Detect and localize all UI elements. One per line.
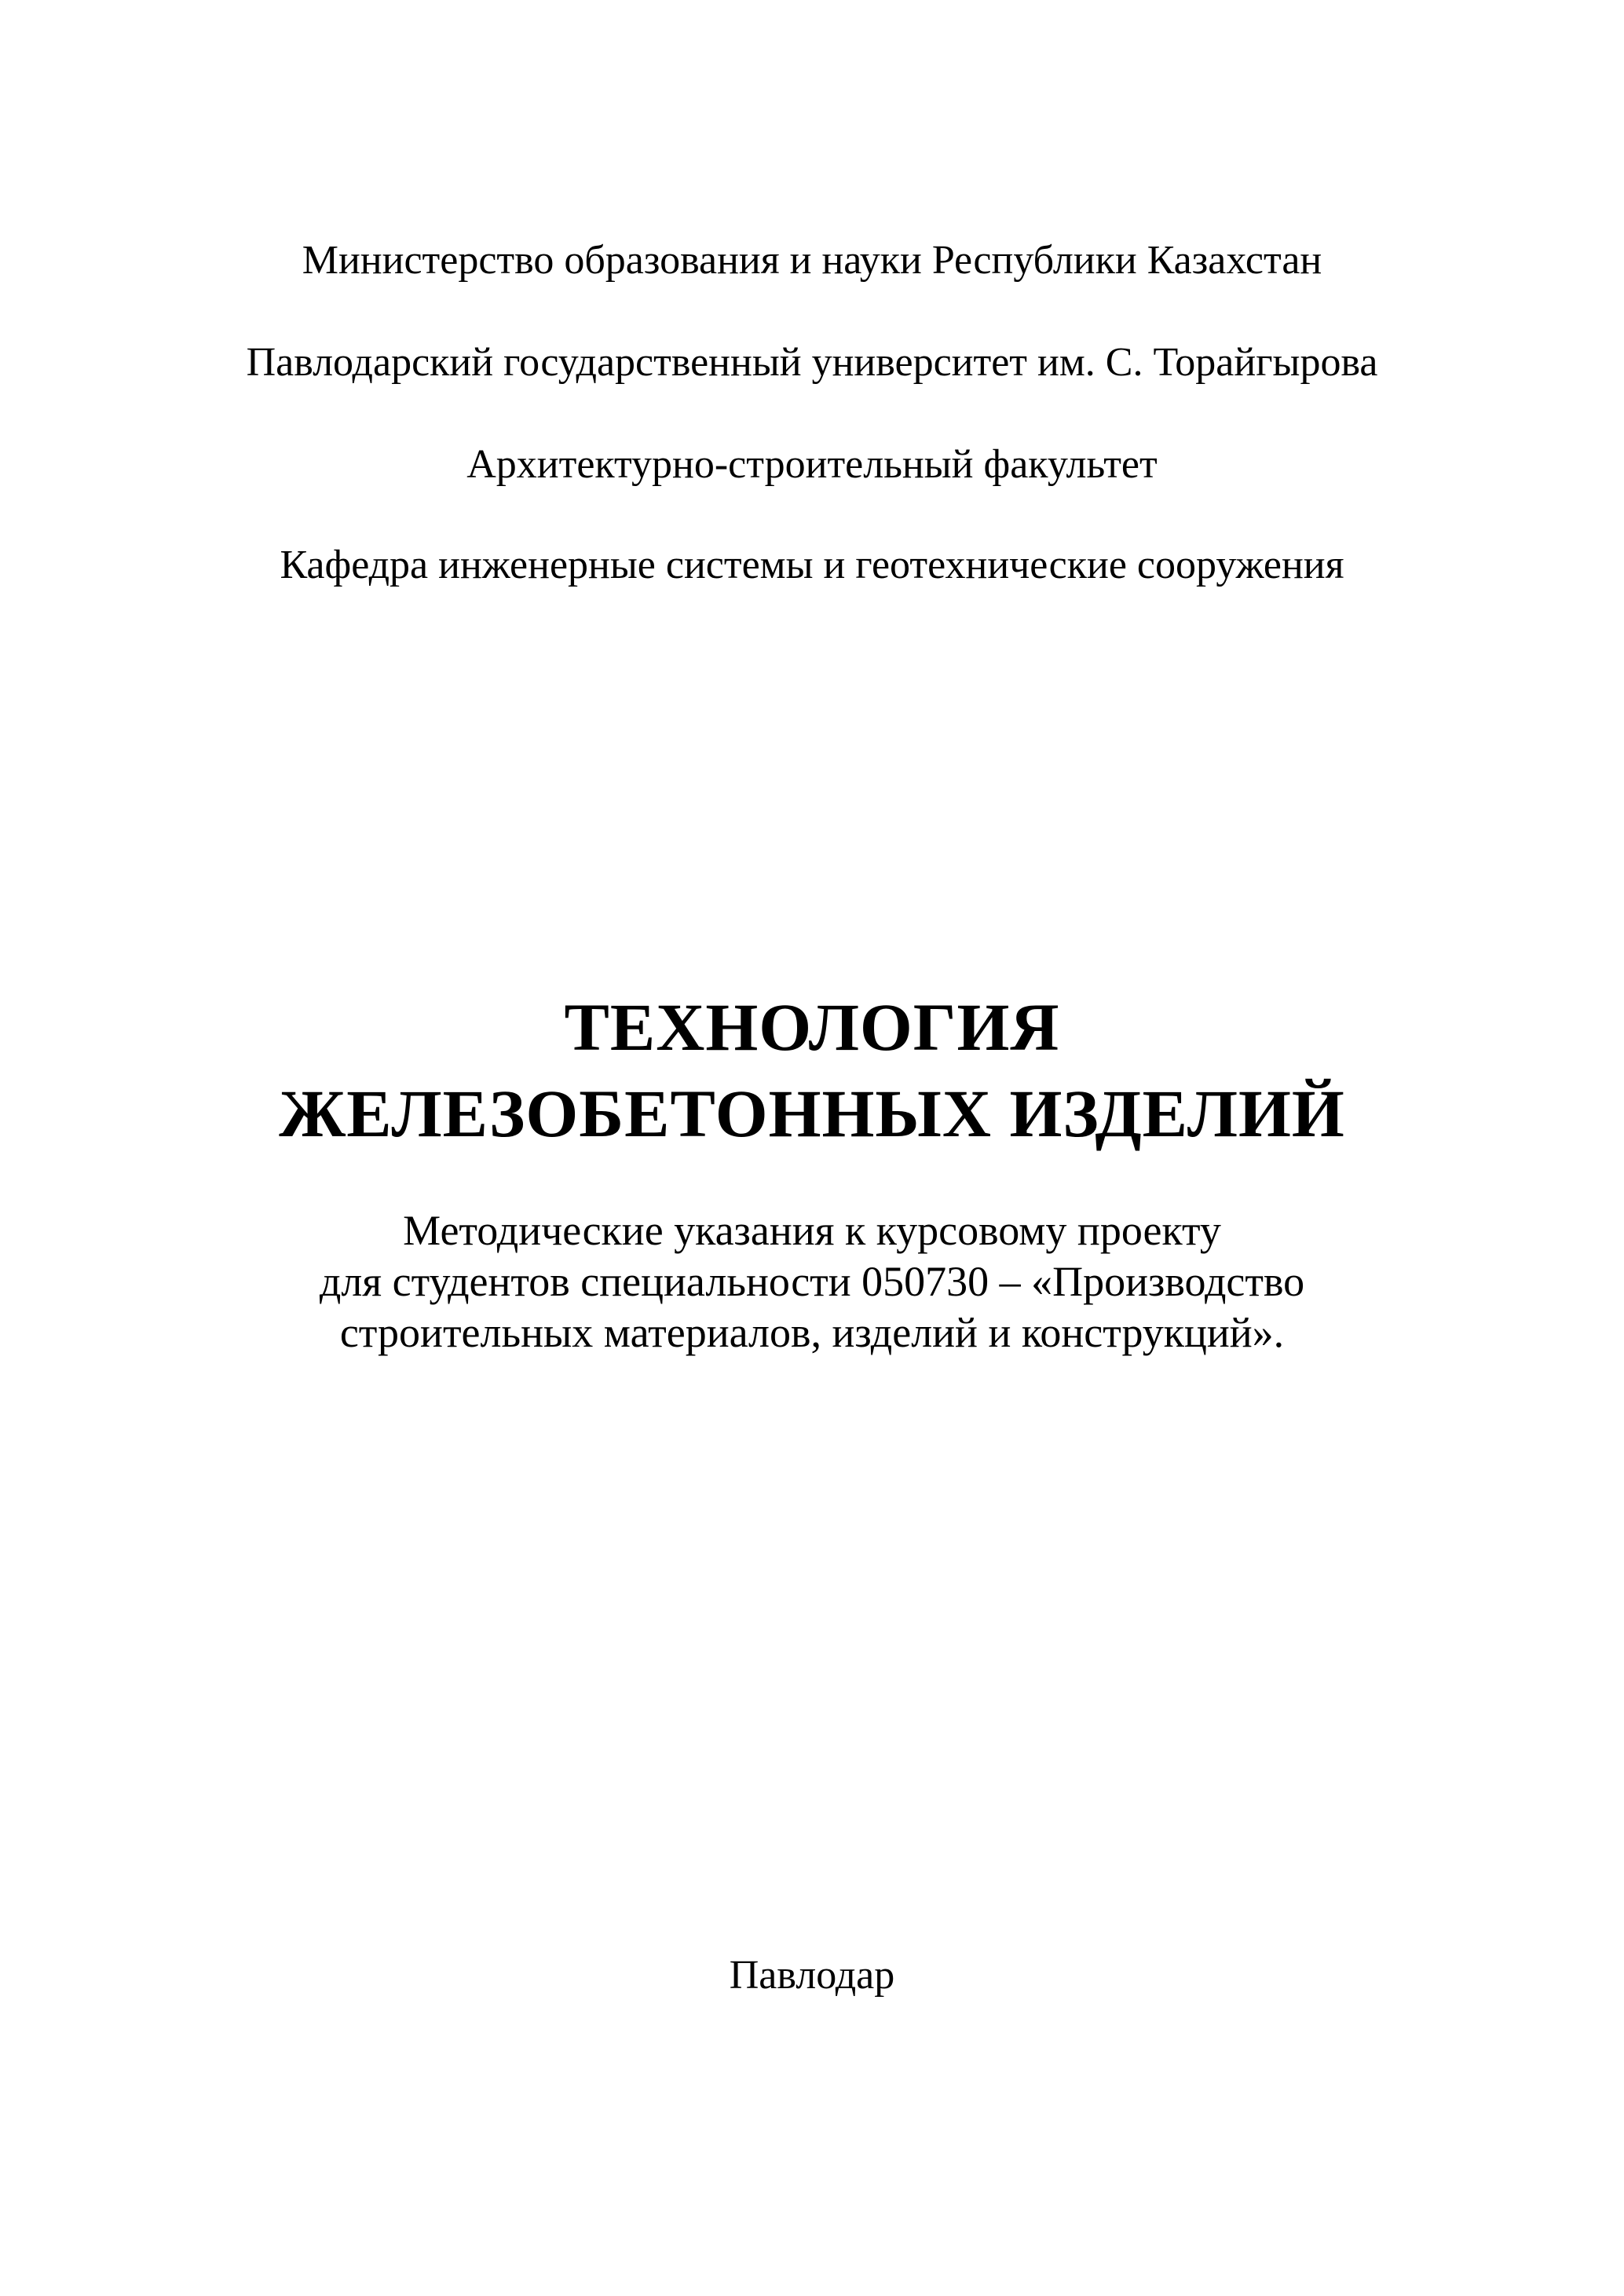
document-title-line-2: ЖЕЛЕЗОБЕТОННЫХ ИЗДЕЛИЙ xyxy=(279,1076,1345,1151)
university-line: Павлодарский государственный университет им. С. Торайгырова xyxy=(246,340,1378,385)
subtitle-line-1: Методические указания к курсовому проекту xyxy=(403,1207,1221,1254)
document-title-line-1: ТЕХНОЛОГИЯ xyxy=(564,989,1060,1065)
subtitle-line-2: для студентов специальности 050730 – «Производство xyxy=(319,1258,1305,1305)
faculty-line: Архитектурно-строительный факультет xyxy=(466,442,1158,487)
department-line: Кафедра инженерные системы и геотехнические сооружения xyxy=(280,543,1344,587)
ministry-line: Министерство образования и науки Республики Казахстан xyxy=(302,238,1322,283)
subtitle-line-3: строительных материалов, изделий и конструкций». xyxy=(339,1309,1285,1356)
publication-city: Павлодар xyxy=(729,1953,895,1998)
